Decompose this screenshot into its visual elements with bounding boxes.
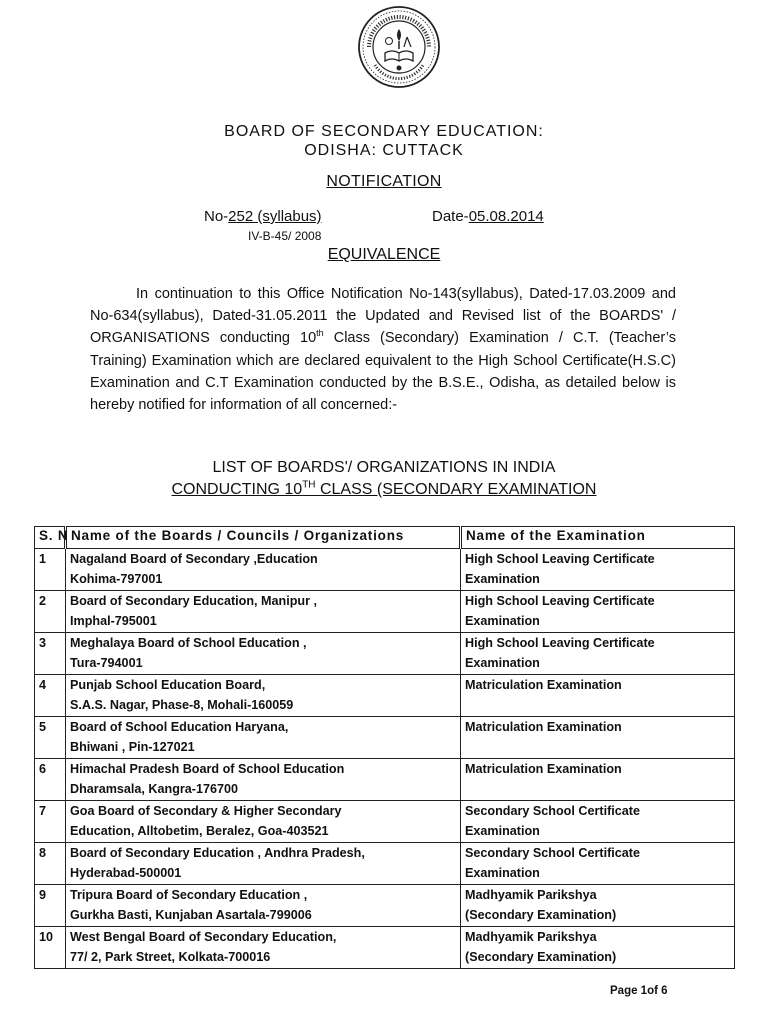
row-exam <box>461 885 735 927</box>
table-row <box>35 927 735 969</box>
board-line: 77/ 2, Park Street, Kolkata-700016 <box>70 949 271 964</box>
table-row <box>35 717 735 759</box>
exam-line: Secondary School Certificate <box>465 804 640 818</box>
row-board <box>66 843 461 885</box>
row-sn: 7 <box>35 801 66 843</box>
exam-line: Matriculation Examination <box>465 762 622 776</box>
row-exam <box>461 759 735 801</box>
row-sn: 5 <box>35 717 66 759</box>
list-heading-line2 <box>0 481 768 499</box>
board-line: Board of Secondary Education, Manipur , <box>70 594 318 608</box>
exam-line: Examination <box>465 823 540 838</box>
row-board <box>66 633 461 675</box>
row-board <box>66 927 461 969</box>
row-board <box>66 759 461 801</box>
board-line: S.A.S. Nagar, Phase-8, Mohali-160059 <box>70 697 294 712</box>
row-board <box>66 675 461 717</box>
notification-date-value: 05.08.2014 <box>468 208 544 225</box>
board-line: Imphal-795001 <box>70 613 157 628</box>
notification-text: NOTIFICATION <box>326 173 442 190</box>
table-row <box>35 549 735 591</box>
body-part2: Class (Secondary) Examination / C.T. (Teacher’s Training) Examination which are declared equivalent to the High School Certificate(H.S.C) Examination and C.T Examination conducted by the B.S.E., Odisha, as detailed below is hereby notified for information of all concerned:- <box>90 330 676 414</box>
table-row <box>35 675 735 717</box>
notification-heading <box>0 173 768 191</box>
exam-line: (Secondary Examination) <box>465 907 617 922</box>
exam-line: Examination <box>465 865 540 880</box>
row-exam <box>461 591 735 633</box>
notification-body <box>90 283 676 416</box>
exam-line: High School Leaving Certificate <box>465 552 655 566</box>
board-line: Kohima-797001 <box>70 571 163 586</box>
subject-heading <box>0 246 768 264</box>
exam-line: Madhyamik Parikshya <box>465 930 597 944</box>
list-heading-part2: CLASS (SECONDARY EXAMINATION <box>315 481 597 498</box>
notification-number-value: 252 (syllabus) <box>228 208 322 225</box>
row-exam <box>461 927 735 969</box>
exam-line: Madhyamik Parikshya <box>465 888 597 902</box>
header-exam: Name of the Examination <box>461 527 735 549</box>
row-exam <box>461 549 735 591</box>
board-title: BOARD OF SECONDARY EDUCATION: <box>224 123 544 140</box>
row-board <box>66 885 461 927</box>
board-line: Board of School Education Haryana, <box>70 720 289 734</box>
table-row <box>35 801 735 843</box>
notification-date-prefix: Date- <box>432 208 469 225</box>
header-sn: S. N <box>35 527 66 549</box>
row-sn: 1 <box>35 549 66 591</box>
row-exam <box>461 717 735 759</box>
board-line: Board of Secondary Education , Andhra Pradesh, <box>70 846 365 860</box>
board-line: Nagaland Board of Secondary ,Education <box>70 552 318 566</box>
notification-number-prefix: No- <box>204 208 229 225</box>
list-heading-superscript: TH <box>302 479 316 491</box>
row-board <box>66 801 461 843</box>
table-row <box>35 759 735 801</box>
row-sn: 4 <box>35 675 66 717</box>
subject-text: EQUIVALENCE <box>327 246 441 263</box>
row-exam <box>461 633 735 675</box>
board-line: Tripura Board of Secondary Education , <box>70 888 308 902</box>
board-line: Himachal Pradesh Board of School Education <box>70 762 345 776</box>
header-board: Name of the Boards / Councils / Organizations <box>66 527 461 549</box>
board-line: Education, Alltobetim, Beralez, Goa-403521 <box>70 823 329 838</box>
board-line: Tura-794001 <box>70 655 143 670</box>
exam-line: Examination <box>465 655 540 670</box>
page-number: Page 1of 6 <box>610 985 668 997</box>
list-heading-line1: LIST OF BOARDS'/ ORGANIZATIONS IN INDIA <box>212 459 556 476</box>
board-line: Bhiwani , Pin-127021 <box>70 739 195 754</box>
body-part1: In continuation to this Office Notification No-143(syllabus), Dated-17.03.2009 and No-634(syllabus), Dated-31.05.2011 the Updated and Revised list of the BOARDS' / ORGANISATIONS conducting 10 <box>90 286 676 347</box>
exam-line: Secondary School Certificate <box>465 846 640 860</box>
table-row <box>35 843 735 885</box>
exam-line: Examination <box>465 613 540 628</box>
row-sn: 9 <box>35 885 66 927</box>
row-sn: 2 <box>35 591 66 633</box>
exam-line: (Secondary Examination) <box>465 949 617 964</box>
board-line: West Bengal Board of Secondary Education, <box>70 930 337 944</box>
board-line: Goa Board of Secondary & Higher Secondary <box>70 804 342 818</box>
table-header-row <box>35 527 735 549</box>
notification-number <box>204 208 322 225</box>
row-board <box>66 591 461 633</box>
row-sn: 8 <box>35 843 66 885</box>
board-line: Punjab School Education Board, <box>70 678 266 692</box>
row-sn: 6 <box>35 759 66 801</box>
boards-table <box>34 526 735 969</box>
exam-line: High School Leaving Certificate <box>465 636 655 650</box>
row-board <box>66 549 461 591</box>
body-superscript: th <box>316 328 324 339</box>
board-seal-icon <box>357 5 441 89</box>
board-line: Hyderabad-500001 <box>70 865 182 880</box>
board-line: Dharamsala, Kangra-176700 <box>70 781 239 796</box>
table-row <box>35 591 735 633</box>
table-row <box>35 885 735 927</box>
row-sn: 10 <box>35 927 66 969</box>
board-location: ODISHA: CUTTACK <box>304 142 464 159</box>
exam-line: Matriculation Examination <box>465 720 622 734</box>
row-exam <box>461 843 735 885</box>
list-heading-part1: CONDUCTING 10 <box>171 481 303 498</box>
file-reference: IV-B-45/ 2008 <box>248 229 322 243</box>
row-sn: 3 <box>35 633 66 675</box>
exam-line: Matriculation Examination <box>465 678 622 692</box>
row-exam <box>461 801 735 843</box>
notification-date <box>432 208 544 225</box>
exam-line: Examination <box>465 571 540 586</box>
row-board <box>66 717 461 759</box>
board-line: Meghalaya Board of School Education , <box>70 636 307 650</box>
exam-line: High School Leaving Certificate <box>465 594 655 608</box>
row-exam <box>461 675 735 717</box>
table-row <box>35 633 735 675</box>
board-line: Gurkha Basti, Kunjaban Asartala-799006 <box>70 907 312 922</box>
